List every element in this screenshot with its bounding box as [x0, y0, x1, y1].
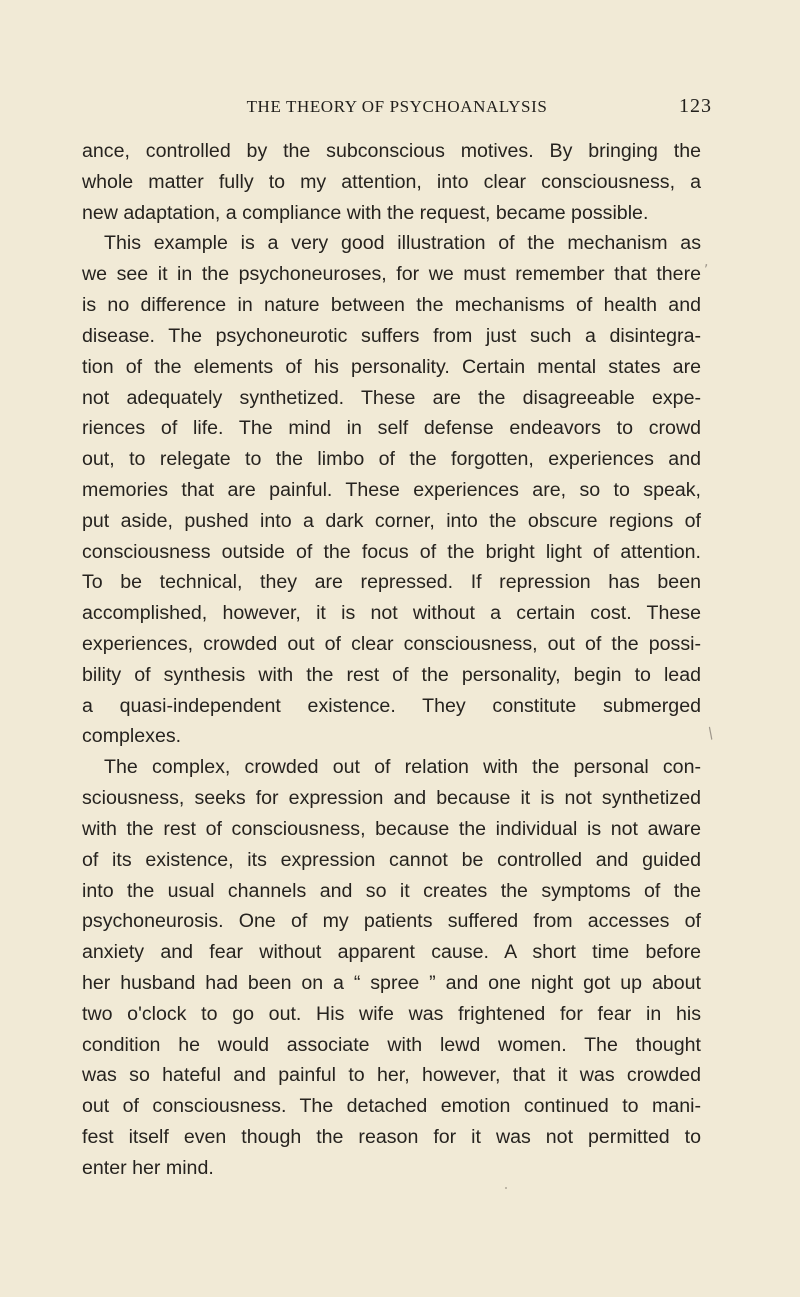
text-line: tion of the elements of his personality. Certain mental states are	[82, 355, 701, 378]
text-line: psychoneurosis. One of my patients suffered from accesses of	[82, 910, 701, 933]
text-line: bility of synthesis with the rest of the personality, begin to lead	[82, 663, 701, 686]
running-head	[82, 97, 712, 121]
body-text	[82, 136, 701, 1184]
text-line: anxiety and fear without apparent cause. A short time before	[82, 941, 701, 964]
text-line: a quasi-independent existence. They constitute submerged	[82, 694, 701, 717]
page-number: 123	[679, 95, 712, 117]
text-line: This example is a very good illustration of the mechanism as	[104, 232, 701, 255]
text-line: riences of life. The mind in self defense endeavors to crowd	[82, 417, 701, 440]
running-title: THE THEORY OF PSYCHOANALYSIS	[246, 97, 548, 116]
text-line: with the rest of consciousness, because the individual is not aware	[82, 817, 701, 840]
text-line: complexes.	[82, 725, 182, 748]
text-line: To be technical, they are repressed. If repression has been	[82, 571, 701, 594]
text-line: not adequately synthetized. These are the disagreeable expe-	[82, 386, 701, 409]
margin-mark: ,	[704, 254, 709, 270]
text-line: experiences, crowded out of clear consciousness, out of the possi-	[82, 633, 701, 655]
text-line: we see it in the psychoneuroses, for we must remember that there	[82, 263, 701, 286]
paper-speck	[505, 1187, 507, 1189]
text-line: fest itself even though the reason for it was not permitted to	[82, 1126, 701, 1148]
text-line: two o'clock to go out. His wife was frightened for fear in his	[82, 1002, 701, 1025]
text-line: into the usual channels and so it creates the symptoms of the	[82, 879, 701, 902]
paragraph	[82, 136, 701, 228]
text-line: consciousness outside of the focus of the bright light of attention.	[82, 540, 701, 563]
text-line: The complex, crowded out of relation with the personal con-	[104, 756, 701, 779]
text-line: out, to relegate to the limbo of the forgotten, experiences and	[82, 448, 701, 471]
text-line: is no difference in nature between the mechanisms of health and	[82, 294, 701, 317]
margin-mark: /	[704, 723, 717, 743]
text-line: accomplished, however, it is not without a certain cost. These	[82, 602, 701, 625]
text-line: of its existence, its expression cannot be controlled and guided	[82, 848, 701, 871]
text-line: sciousness, seeks for expression and because it is not synthetized	[82, 787, 701, 810]
text-line: was so hateful and painful to her, however, that it was crowded	[82, 1064, 701, 1087]
text-line: disease. The psychoneurotic suffers from just such a disintegra-	[82, 324, 701, 347]
text-line: out of consciousness. The detached emotion continued to mani-	[82, 1095, 701, 1118]
text-line: her husband had been on a “ spree ” and one night got up about	[82, 971, 701, 994]
text-line: condition he would associate with lewd women. The thought	[82, 1033, 701, 1056]
text-line: memories that are painful. These experiences are, so to speak,	[82, 478, 701, 501]
text-line: ance, controlled by the subconscious motives. By bringing the	[82, 140, 701, 162]
paragraph	[82, 228, 701, 752]
text-line: put aside, pushed into a dark corner, into the obscure regions of	[82, 509, 701, 532]
text-line: whole matter fully to my attention, into clear consciousness, a	[82, 170, 701, 193]
paragraph	[82, 752, 701, 1183]
text-line: new adaptation, a compliance with the request, became possible.	[82, 201, 649, 224]
text-line: enter her mind.	[82, 1156, 214, 1179]
